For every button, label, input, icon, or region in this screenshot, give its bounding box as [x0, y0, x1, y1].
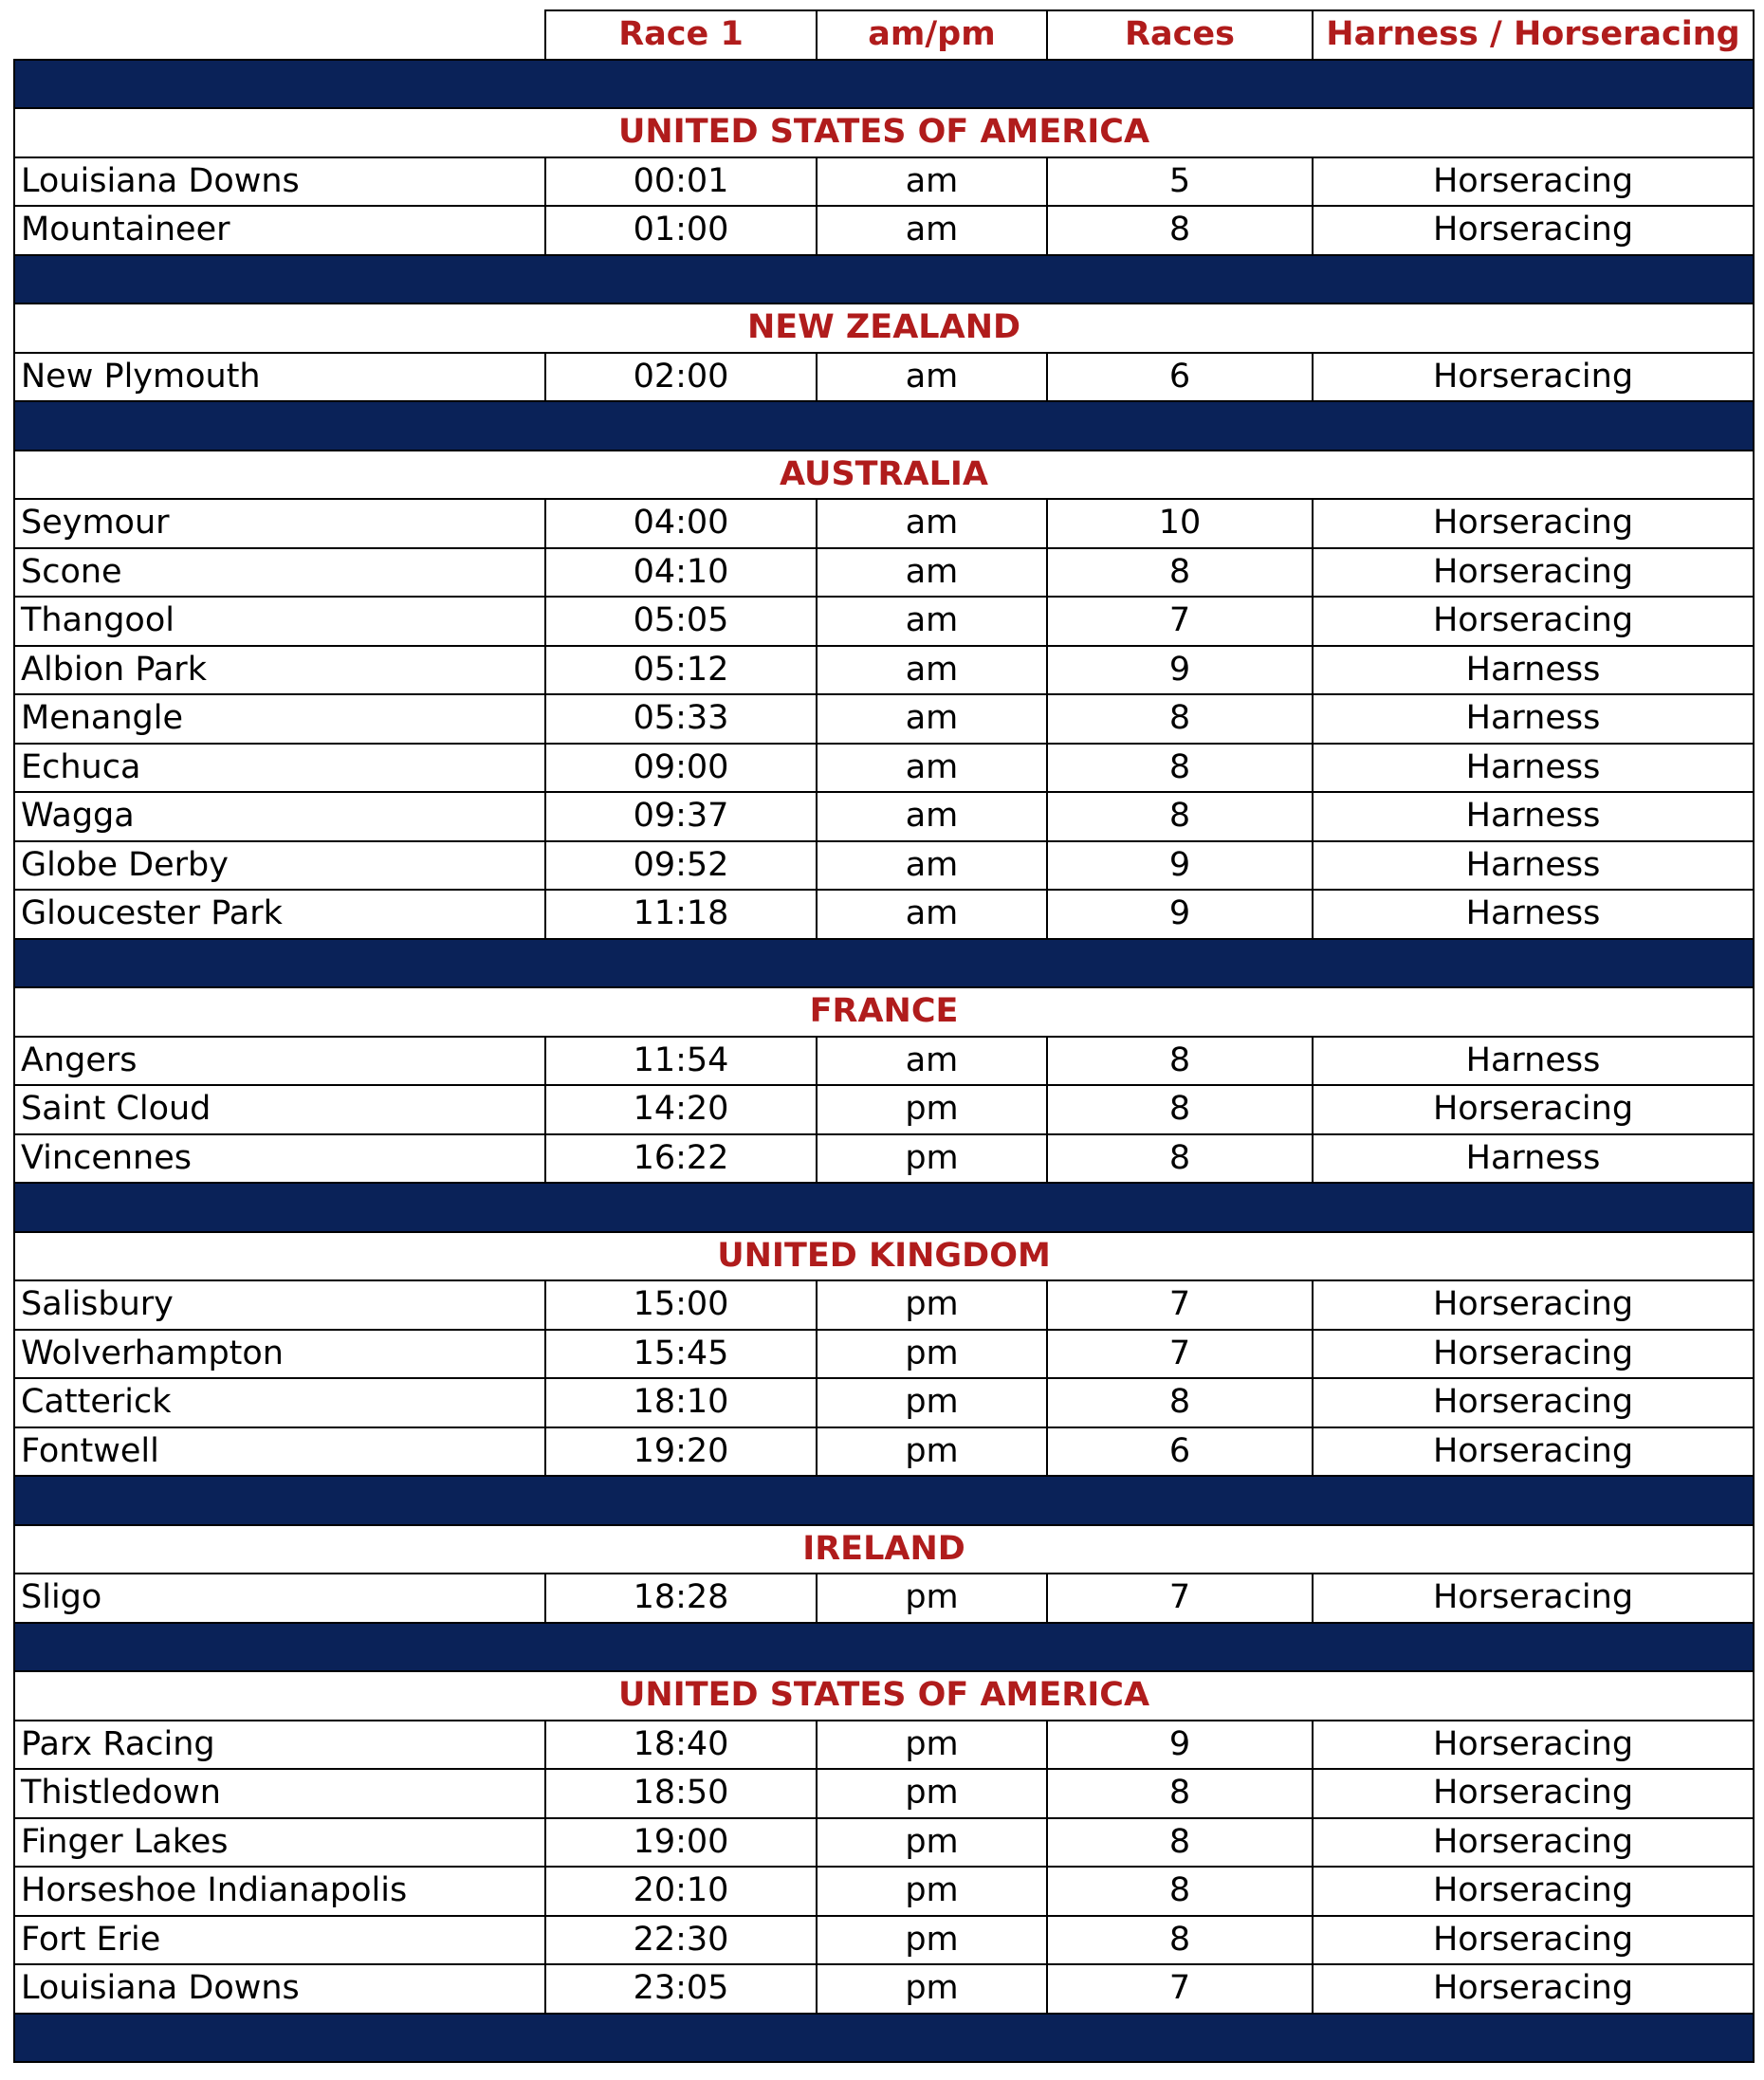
table-row	[14, 548, 1754, 598]
country-name: FRANCE	[14, 987, 1754, 1037]
venue-name: Saint Cloud	[14, 1085, 545, 1134]
race-schedule-table	[13, 9, 1755, 2063]
separator-cell	[14, 1183, 1754, 1232]
am-pm: pm	[817, 1574, 1047, 1623]
first-race-time: 18:28	[545, 1574, 817, 1623]
separator-cell	[14, 1623, 1754, 1672]
am-pm: am	[817, 792, 1047, 841]
header-row	[14, 10, 1754, 60]
first-race-time: 05:33	[545, 694, 817, 744]
venue-name: Scone	[14, 548, 545, 598]
separator-cell	[14, 255, 1754, 304]
venue-name: Wagga	[14, 792, 545, 841]
table-row	[14, 792, 1754, 841]
race-type: Horseracing	[1313, 1916, 1754, 1965]
table-row	[14, 1280, 1754, 1330]
venue-name: Wolverhampton	[14, 1330, 545, 1379]
country-heading-row	[14, 987, 1754, 1037]
race-type: Harness	[1313, 1037, 1754, 1086]
country-heading-row	[14, 304, 1754, 353]
venue-name: Thistledown	[14, 1769, 545, 1818]
first-race-time: 19:00	[545, 1818, 817, 1868]
am-pm: am	[817, 744, 1047, 793]
race-count: 5	[1047, 157, 1313, 207]
race-count: 8	[1047, 1085, 1313, 1134]
first-race-time: 00:01	[545, 157, 817, 207]
venue-name: Finger Lakes	[14, 1818, 545, 1868]
venue-name: Seymour	[14, 499, 545, 548]
table-row	[14, 890, 1754, 939]
am-pm: pm	[817, 1867, 1047, 1916]
venue-name: Fontwell	[14, 1427, 545, 1477]
country-name: NEW ZEALAND	[14, 304, 1754, 353]
country-name: UNITED STATES OF AMERICA	[14, 108, 1754, 157]
table-row	[14, 1818, 1754, 1868]
separator-cell	[14, 939, 1754, 988]
separator-cell	[14, 401, 1754, 451]
race-type: Horseracing	[1313, 1427, 1754, 1477]
race-count: 7	[1047, 1330, 1313, 1379]
country-name: UNITED KINGDOM	[14, 1232, 1754, 1281]
race-type: Harness	[1313, 694, 1754, 744]
am-pm: pm	[817, 1818, 1047, 1868]
country-heading-row	[14, 451, 1754, 500]
first-race-time: 09:37	[545, 792, 817, 841]
race-type: Horseracing	[1313, 1818, 1754, 1868]
am-pm: am	[817, 548, 1047, 598]
am-pm: am	[817, 499, 1047, 548]
race-count: 9	[1047, 646, 1313, 695]
am-pm: pm	[817, 1769, 1047, 1818]
race-count: 7	[1047, 597, 1313, 646]
table-row	[14, 157, 1754, 207]
first-race-time: 01:00	[545, 206, 817, 255]
race-type: Horseracing	[1313, 548, 1754, 598]
race-type: Horseracing	[1313, 1574, 1754, 1623]
am-pm: am	[817, 597, 1047, 646]
am-pm: am	[817, 1037, 1047, 1086]
am-pm: am	[817, 890, 1047, 939]
section-separator-band	[14, 1183, 1754, 1232]
table-row	[14, 206, 1754, 255]
country-heading-row	[14, 1525, 1754, 1574]
separator-cell	[14, 1476, 1754, 1525]
table-row	[14, 499, 1754, 548]
venue-name: New Plymouth	[14, 353, 545, 402]
am-pm: am	[817, 646, 1047, 695]
race-count: 8	[1047, 1916, 1313, 1965]
table-row	[14, 1037, 1754, 1086]
am-pm: pm	[817, 1280, 1047, 1330]
race-count: 6	[1047, 1427, 1313, 1477]
race-type: Harness	[1313, 890, 1754, 939]
race-type: Horseracing	[1313, 1721, 1754, 1770]
table-row	[14, 646, 1754, 695]
race-count: 8	[1047, 1867, 1313, 1916]
race-schedule-body	[14, 10, 1754, 2062]
venue-name: Globe Derby	[14, 841, 545, 891]
table-row	[14, 1134, 1754, 1184]
first-race-time: 11:18	[545, 890, 817, 939]
race-type: Harness	[1313, 646, 1754, 695]
section-separator-band	[14, 1623, 1754, 1672]
country-heading-row	[14, 1232, 1754, 1281]
race-type: Horseracing	[1313, 157, 1754, 207]
table-row	[14, 1721, 1754, 1770]
race-type: Horseracing	[1313, 353, 1754, 402]
race-count: 6	[1047, 353, 1313, 402]
country-name: UNITED STATES OF AMERICA	[14, 1671, 1754, 1721]
race-count: 9	[1047, 890, 1313, 939]
table-row	[14, 1867, 1754, 1916]
country-heading-row	[14, 1671, 1754, 1721]
table-row	[14, 694, 1754, 744]
am-pm: pm	[817, 1916, 1047, 1965]
table-row	[14, 1427, 1754, 1477]
am-pm: pm	[817, 1134, 1047, 1184]
table-row	[14, 1964, 1754, 2014]
race-count: 8	[1047, 1037, 1313, 1086]
race-count: 8	[1047, 1378, 1313, 1427]
race-count: 9	[1047, 841, 1313, 891]
column-header-race-type: Harness / Horseracing	[1313, 10, 1754, 60]
am-pm: am	[817, 353, 1047, 402]
first-race-time: 18:50	[545, 1769, 817, 1818]
column-header-race-1: Race 1	[545, 10, 817, 60]
first-race-time: 09:00	[545, 744, 817, 793]
section-separator-band	[14, 2014, 1754, 2063]
venue-name: Parx Racing	[14, 1721, 545, 1770]
venue-name: Louisiana Downs	[14, 1964, 545, 2014]
race-count: 7	[1047, 1280, 1313, 1330]
am-pm: pm	[817, 1964, 1047, 2014]
country-heading-row	[14, 108, 1754, 157]
race-type: Horseracing	[1313, 1085, 1754, 1134]
section-separator-band	[14, 60, 1754, 109]
am-pm: pm	[817, 1427, 1047, 1477]
am-pm: am	[817, 841, 1047, 891]
first-race-time: 15:00	[545, 1280, 817, 1330]
country-name: IRELAND	[14, 1525, 1754, 1574]
table-row	[14, 353, 1754, 402]
race-type: Horseracing	[1313, 206, 1754, 255]
race-type: Harness	[1313, 1134, 1754, 1184]
first-race-time: 04:00	[545, 499, 817, 548]
race-type: Horseracing	[1313, 1280, 1754, 1330]
am-pm: am	[817, 694, 1047, 744]
section-separator-band	[14, 939, 1754, 988]
race-count: 9	[1047, 1721, 1313, 1770]
venue-name: Sligo	[14, 1574, 545, 1623]
race-type: Horseracing	[1313, 597, 1754, 646]
race-count: 8	[1047, 548, 1313, 598]
venue-name: Louisiana Downs	[14, 157, 545, 207]
section-separator-band	[14, 1476, 1754, 1525]
race-count: 8	[1047, 1769, 1313, 1818]
country-name: AUSTRALIA	[14, 451, 1754, 500]
first-race-time: 05:05	[545, 597, 817, 646]
venue-name: Fort Erie	[14, 1916, 545, 1965]
race-count: 8	[1047, 1818, 1313, 1868]
table-row	[14, 1330, 1754, 1379]
venue-name: Echuca	[14, 744, 545, 793]
venue-name: Mountaineer	[14, 206, 545, 255]
venue-name: Horseshoe Indianapolis	[14, 1867, 545, 1916]
first-race-time: 05:12	[545, 646, 817, 695]
table-row	[14, 841, 1754, 891]
separator-cell	[14, 60, 1754, 109]
column-header-ampm: am/pm	[817, 10, 1047, 60]
venue-name: Thangool	[14, 597, 545, 646]
header-blank-cell	[14, 10, 545, 60]
race-count: 7	[1047, 1574, 1313, 1623]
first-race-time: 15:45	[545, 1330, 817, 1379]
venue-name: Salisbury	[14, 1280, 545, 1330]
race-type: Horseracing	[1313, 1378, 1754, 1427]
table-row	[14, 1574, 1754, 1623]
race-count: 7	[1047, 1964, 1313, 2014]
race-type: Harness	[1313, 841, 1754, 891]
race-type: Horseracing	[1313, 1769, 1754, 1818]
first-race-time: 18:40	[545, 1721, 817, 1770]
race-count: 8	[1047, 694, 1313, 744]
column-header-races: Races	[1047, 10, 1313, 60]
table-row	[14, 744, 1754, 793]
first-race-time: 02:00	[545, 353, 817, 402]
venue-name: Gloucester Park	[14, 890, 545, 939]
first-race-time: 19:20	[545, 1427, 817, 1477]
race-type: Harness	[1313, 744, 1754, 793]
race-count: 8	[1047, 792, 1313, 841]
venue-name: Vincennes	[14, 1134, 545, 1184]
venue-name: Catterick	[14, 1378, 545, 1427]
race-count: 8	[1047, 744, 1313, 793]
am-pm: pm	[817, 1378, 1047, 1427]
first-race-time: 22:30	[545, 1916, 817, 1965]
race-type: Horseracing	[1313, 499, 1754, 548]
race-type: Horseracing	[1313, 1330, 1754, 1379]
race-count: 8	[1047, 1134, 1313, 1184]
venue-name: Angers	[14, 1037, 545, 1086]
first-race-time: 20:10	[545, 1867, 817, 1916]
first-race-time: 14:20	[545, 1085, 817, 1134]
race-type: Harness	[1313, 792, 1754, 841]
first-race-time: 16:22	[545, 1134, 817, 1184]
am-pm: pm	[817, 1721, 1047, 1770]
race-count: 10	[1047, 499, 1313, 548]
table-row	[14, 597, 1754, 646]
first-race-time: 18:10	[545, 1378, 817, 1427]
race-type: Horseracing	[1313, 1964, 1754, 2014]
table-row	[14, 1378, 1754, 1427]
am-pm: am	[817, 206, 1047, 255]
first-race-time: 04:10	[545, 548, 817, 598]
am-pm: am	[817, 157, 1047, 207]
am-pm: pm	[817, 1085, 1047, 1134]
first-race-time: 09:52	[545, 841, 817, 891]
section-separator-band	[14, 401, 1754, 451]
race-type: Horseracing	[1313, 1867, 1754, 1916]
race-count: 8	[1047, 206, 1313, 255]
section-separator-band	[14, 255, 1754, 304]
am-pm: pm	[817, 1330, 1047, 1379]
venue-name: Albion Park	[14, 646, 545, 695]
first-race-time: 23:05	[545, 1964, 817, 2014]
table-row	[14, 1769, 1754, 1818]
venue-name: Menangle	[14, 694, 545, 744]
table-row	[14, 1916, 1754, 1965]
table-row	[14, 1085, 1754, 1134]
separator-cell	[14, 2014, 1754, 2063]
first-race-time: 11:54	[545, 1037, 817, 1086]
